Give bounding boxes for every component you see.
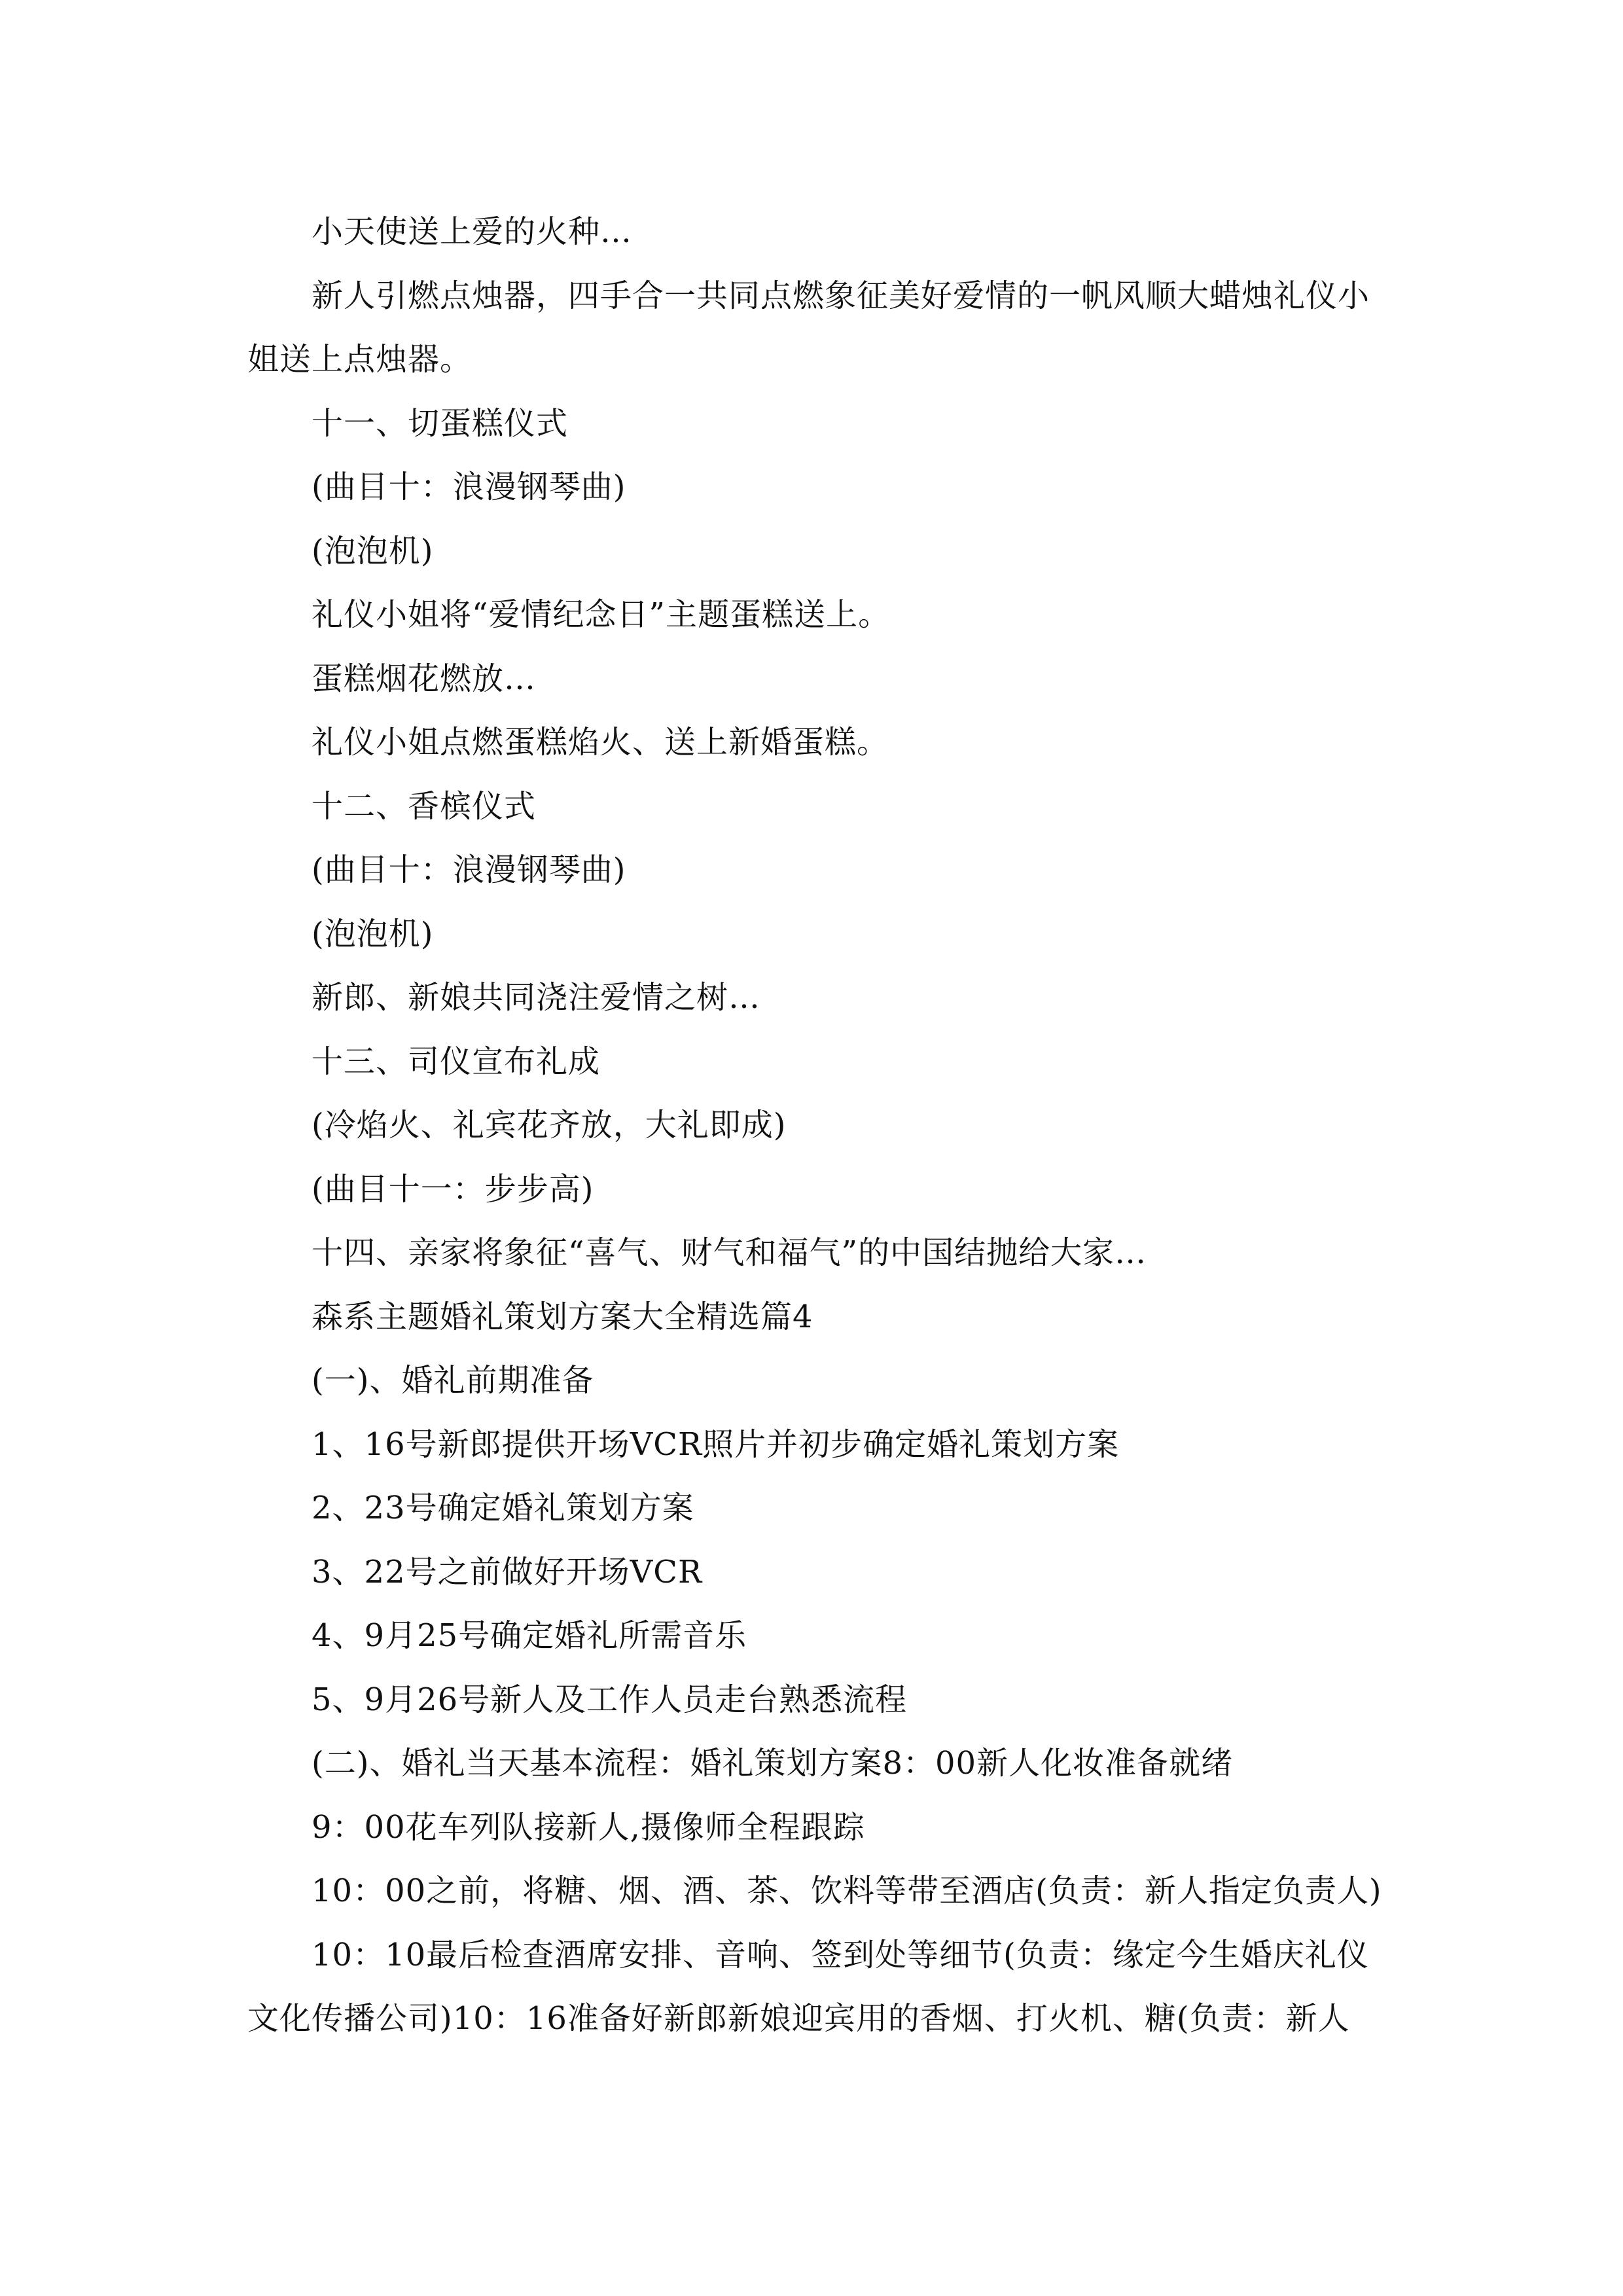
text-line: (曲目十一：步步高) — [312, 1170, 594, 1208]
text-line: 新郎、新娘共同浇注爱情之树… — [312, 979, 761, 1016]
text-line: (二)、婚礼当天基本流程：婚礼策划方案8：00新人化妆准备就绪 — [312, 1745, 1234, 1782]
text-line: 十一、切蛋糕仪式 — [312, 404, 569, 442]
text-line: 礼仪小姐将“爱情纪念日”主题蛋糕送上。 — [312, 596, 891, 633]
text-line: (曲目十：浪漫钢琴曲) — [312, 852, 626, 888]
text-line: 1、16号新郎提供开场VCR照片并初步确定婚礼策划方案 — [312, 1426, 1120, 1463]
text-line: 小天使送上爱的火种… — [312, 213, 633, 250]
text-line: 10：10最后检查酒席安排、音响、签到处等细节(负责：缘定今生婚庆礼仪 — [312, 1936, 1369, 1973]
text-line: 文化传播公司)10：16准备好新郎新娘迎宾用的香烟、打火机、糖(负责：新人 — [247, 2000, 1350, 2037]
text-line: (泡泡机) — [312, 532, 434, 569]
text-line: (冷焰火、礼宾花齐放，大礼即成) — [312, 1107, 787, 1143]
text-line: 9：00花车列队接新人,摄像师全程跟踪 — [312, 1808, 865, 1846]
text-line: 礼仪小姐点燃蛋糕焰火、送上新婚蛋糕。 — [312, 724, 889, 761]
text-line: 10：00之前，将糖、烟、酒、茶、饮料等带至酒店(负责：新人指定负责人) — [312, 1873, 1382, 1909]
document-body — [247, 200, 1382, 2051]
text-line: 2、23号确定婚礼策划方案 — [312, 1490, 694, 1526]
text-line: (一)、婚礼前期准备 — [312, 1362, 594, 1399]
text-line: 十二、香槟仪式 — [312, 787, 537, 825]
text-line: 森系主题婚礼策划方案大全精选篇4 — [312, 1298, 813, 1335]
text-line: (泡泡机) — [312, 915, 434, 952]
text-line: 蛋糕烟花燃放… — [312, 660, 537, 697]
text-line: 4、9月25号确定婚礼所需音乐 — [312, 1617, 747, 1654]
text-line: 十四、亲家将象征“喜气、财气和福气”的中国结抛给大家… — [312, 1234, 1147, 1271]
text-line: 姐送上点烛器。 — [247, 341, 473, 378]
text-line: 十三、司仪宣布礼成 — [312, 1043, 601, 1080]
text-line: 5、9月26号新人及工作人员走台熟悉流程 — [312, 1681, 908, 1718]
text-line: 新人引燃点烛器，四手合一共同点燃象征美好爱情的一帆风顺大蜡烛礼仪小 — [312, 277, 1370, 314]
text-line: (曲目十：浪漫钢琴曲) — [312, 469, 626, 505]
text-line: 3、22号之前做好开场VCR — [312, 1553, 703, 1590]
